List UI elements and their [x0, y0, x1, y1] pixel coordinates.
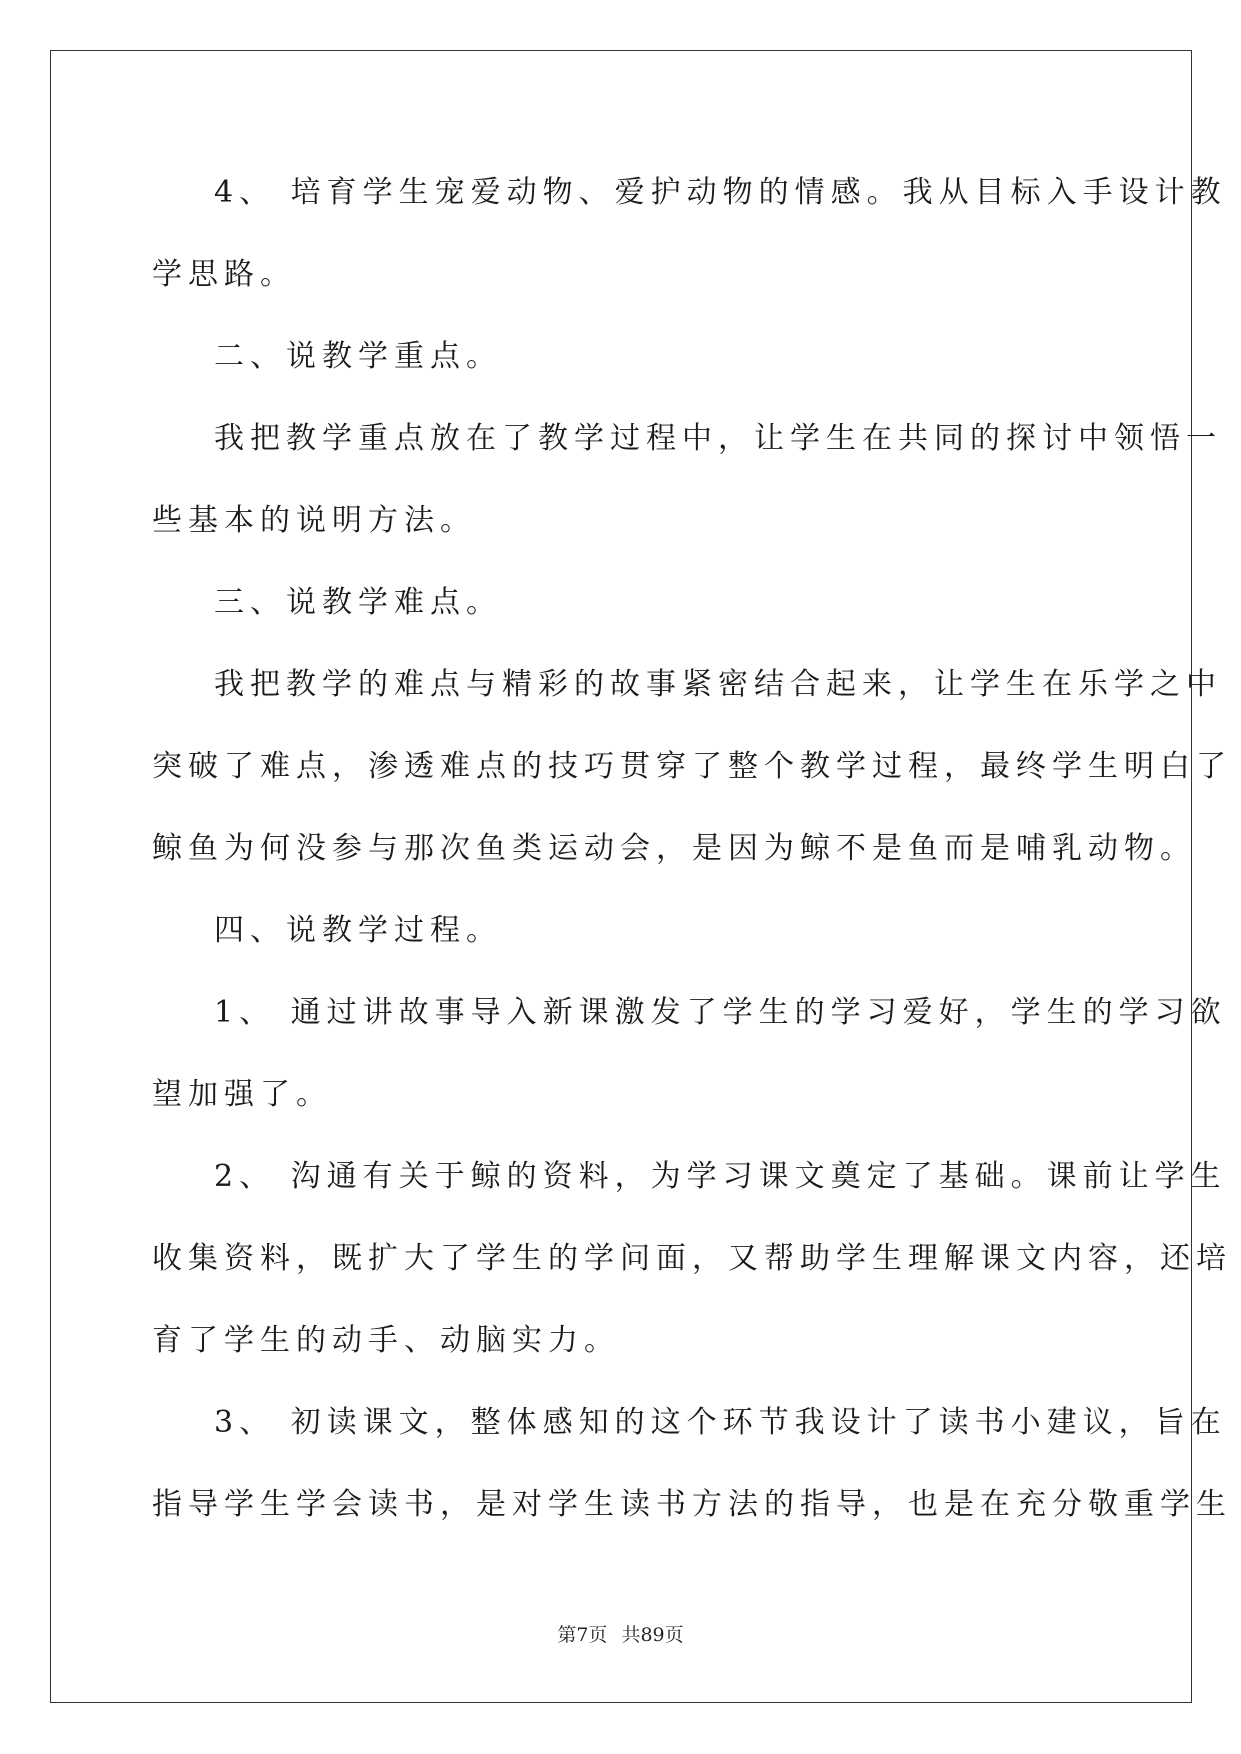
paragraph-9-line-2: 指导学生学会读书，是对学生读书方法的指导，也是在充分敬重学生 — [152, 1487, 1232, 1522]
paragraph-7-line-2: 望加强了。 — [152, 1077, 332, 1112]
paragraph-5-line-3: 鲸鱼为何没参与那次鱼类运动会，是因为鲸不是鱼而是哺乳动物。 — [152, 831, 1196, 866]
paragraph-9-line-1: 3、 初读课文，整体感知的这个环节我设计了读书小建议，旨在 — [214, 1405, 1227, 1440]
paragraph-5-line-2: 突破了难点，渗透难点的技巧贯穿了整个教学过程，最终学生明白了 — [152, 749, 1232, 784]
paragraph-1-line-1: 4、 培育学生宠爱动物、爱护动物的情感。我从目标入手设计教 — [214, 175, 1227, 210]
section-heading-difficulties: 三、说教学难点。 — [214, 585, 502, 620]
paragraph-8-line-1: 2、 沟通有关于鲸的资料，为学习课文奠定了基础。课前让学生 — [214, 1159, 1227, 1194]
page-border — [50, 50, 1192, 1703]
page-number: 第7页 — [557, 1624, 608, 1646]
paragraph-3-line-1: 我把教学重点放在了教学过程中，让学生在共同的探讨中领悟一 — [214, 421, 1222, 456]
paragraph-5-line-1: 我把教学的难点与精彩的故事紧密结合起来，让学生在乐学之中 — [214, 667, 1222, 702]
paragraph-7-line-1: 1、 通过讲故事导入新课激发了学生的学习爱好，学生的学习欲 — [214, 995, 1227, 1030]
section-heading-key-points: 二、说教学重点。 — [214, 339, 502, 374]
paragraph-3-line-2: 些基本的说明方法。 — [152, 503, 476, 538]
page-footer — [0, 1620, 1241, 1647]
paragraph-8-line-3: 育了学生的动手、动脑实力。 — [152, 1323, 620, 1358]
paragraph-1-line-2: 学思路。 — [152, 257, 296, 292]
page-total: 共89页 — [621, 1624, 684, 1646]
paragraph-8-line-2: 收集资料，既扩大了学生的学问面，又帮助学生理解课文内容，还培 — [152, 1241, 1232, 1276]
section-heading-process: 四、说教学过程。 — [214, 913, 502, 948]
